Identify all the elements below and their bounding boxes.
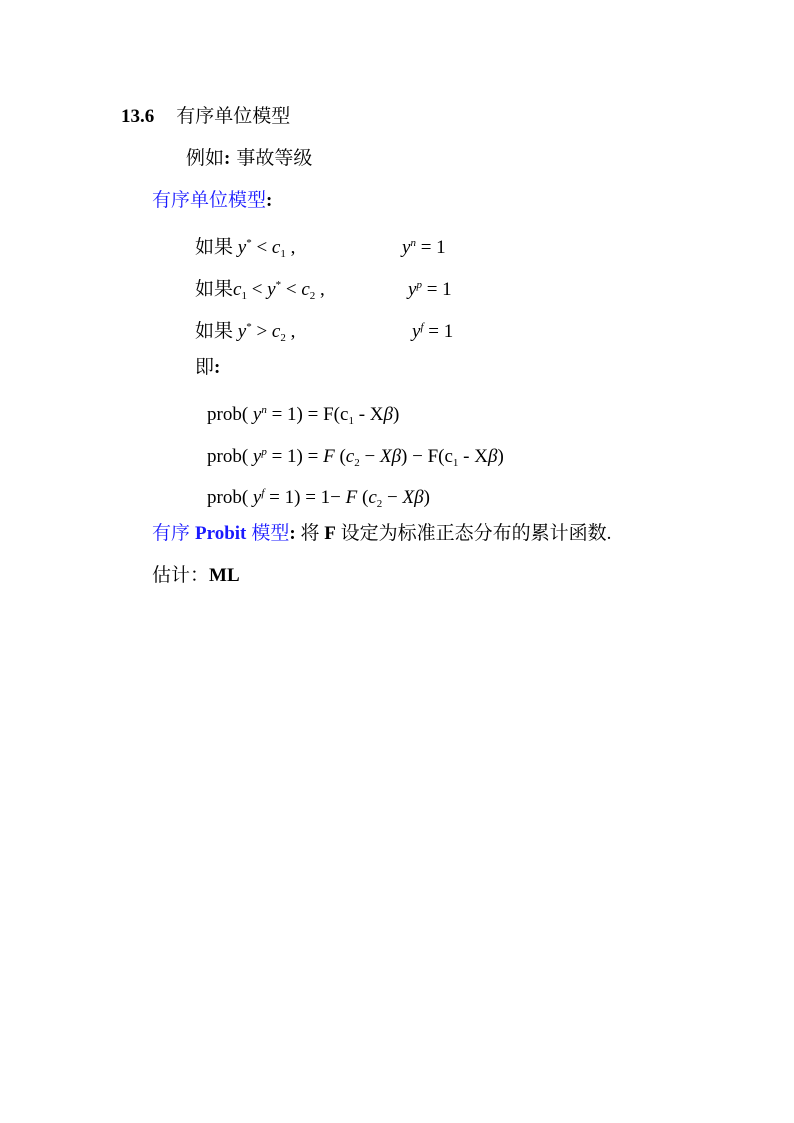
section-heading: [121, 105, 290, 129]
condition-1: [195, 231, 295, 266]
probit-line: 有序 Probit 模型: 将 F 设定为标准正态分布的累计函数.: [152, 523, 612, 544]
condition-prefix: 如果: [195, 237, 234, 258]
condition-expression: $c_1 < y^* < c_2$ ,: [233, 279, 325, 302]
example-label: 例如: [186, 148, 225, 169]
result-1: [402, 231, 446, 260]
condition-prefix: 如果: [195, 279, 234, 300]
probit-label-b: Probit: [195, 523, 247, 544]
condition-3: [195, 315, 295, 350]
condition-expression: $y^* > c_2$ ,: [237, 321, 296, 344]
estimation-line: [152, 564, 240, 588]
equation-3: prob( $y^f = 1) = 1- F$ $(c_2 - X\beta)$: [207, 487, 430, 510]
probit-label-a: 有序: [152, 523, 191, 544]
condition-prefix: 如果: [195, 321, 234, 342]
model-heading-label: 有序单位模型: [152, 190, 267, 211]
probit-label-c: 模型: [251, 523, 290, 544]
equation-1: prob( $y^n = 1) = F(c_1 - X\beta)$: [207, 404, 400, 427]
model-heading: 有序单位模型:: [152, 190, 273, 211]
ie-label: 即:: [195, 357, 221, 378]
result-expression: $y^n = 1$: [402, 237, 446, 258]
estimation-value: ML: [209, 565, 240, 586]
equation-2: prob( $y^p = 1) = F$ $(c_2 - X\beta) - F(c_1 - X\beta)$: [207, 446, 504, 469]
section-title: 有序单位模型: [176, 106, 291, 127]
condition-expression: $y^* < c_1$ ,: [237, 237, 296, 260]
example-line: 例如: 事故等级: [186, 148, 313, 169]
section-number: 13.6: [121, 106, 155, 127]
result-expression: $y^p = 1$: [408, 279, 452, 300]
estimation-label: 估计：: [152, 565, 210, 586]
result-expression: $y^f = 1$: [412, 321, 454, 342]
result-2: [408, 273, 452, 302]
condition-2: [195, 273, 325, 308]
result-3: [412, 315, 453, 344]
example-text: 事故等级: [236, 148, 313, 169]
